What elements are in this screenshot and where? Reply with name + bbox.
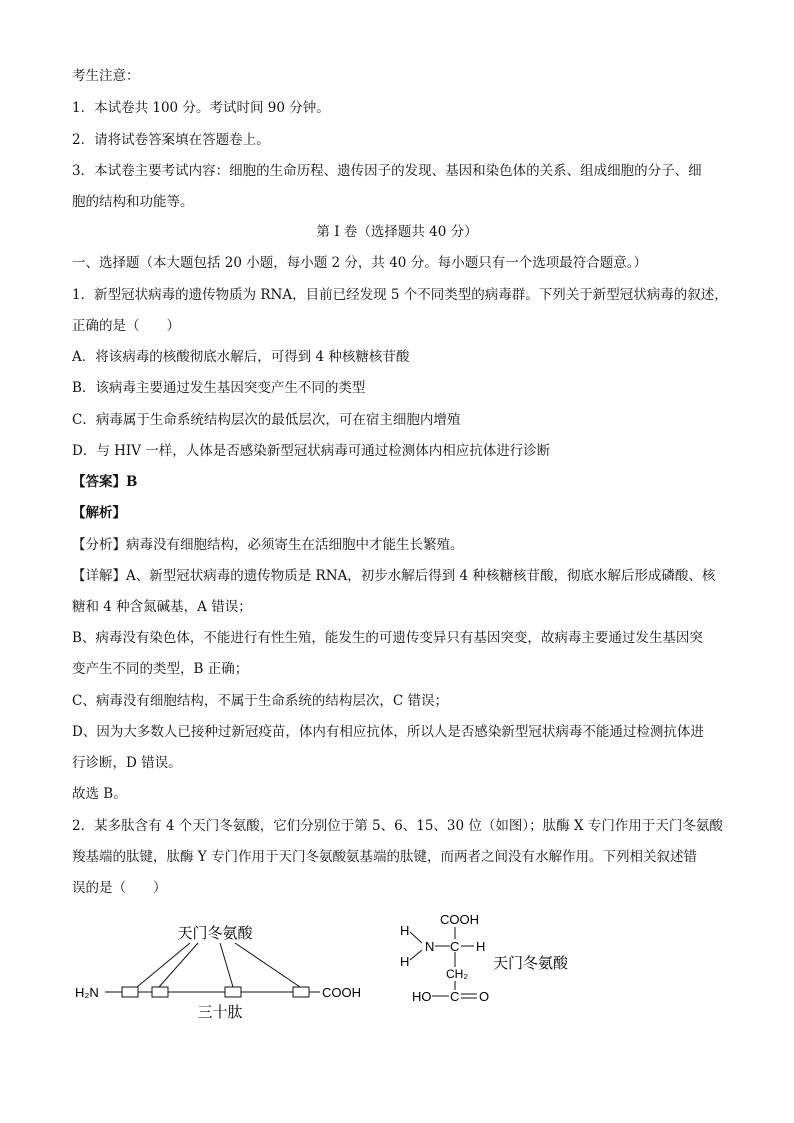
- notice-title: 考生注意：: [72, 68, 140, 84]
- q1-stem-2: 正确的是（ ）: [72, 318, 180, 334]
- section-intro: 一、选择题（本大题包括 20 小题，每小题 2 分，共 40 分。每小题只有一个选项最符合题意。）: [72, 255, 647, 271]
- notice-item-1: 1．本试卷共 100 分。考试时间 90 分钟。: [72, 100, 330, 116]
- cooh-group: COOH: [440, 912, 479, 927]
- q2-stem-3: 误的是（ ）: [72, 880, 167, 896]
- alpha-h: H: [476, 939, 486, 954]
- q2-stem-1: 2．某多肽含有 4 个天门冬氨酸，它们分别位于第 5、6、15、30 位（如图）；肽酶 X 专门作用于天门冬氨酸: [72, 818, 723, 834]
- aspartate-label-top: 天门冬氨酸: [177, 925, 253, 942]
- q1-option-c: C．病毒属于生命系统结构层次的最低层次，可在宿主细胞内增殖: [72, 412, 461, 428]
- q1-analysis-label: 【解析】: [72, 505, 126, 521]
- section-title: 第 I 卷（选择题共 40 分）: [316, 224, 478, 240]
- alpha-c: C: [450, 939, 460, 954]
- q1-detail-6: D、因为大多数人已接种过新冠疫苗，体内有相应抗体，所以人是否感染新型冠状病毒不能通过检测抗体进: [72, 724, 704, 740]
- n-terminus-label: H₂N: [75, 985, 99, 1000]
- q1-detail-8: 故选 B。: [72, 786, 127, 802]
- q1-detail-1: 【详解】A、新型冠状病毒的遗传物质是 RNA，初步水解后得到 4 种核糖核苷酸，彻底水解后形成磷酸、核: [72, 568, 716, 584]
- q2-stem-2: 羧基端的肽键，肽酶 Y 专门作用于天门冬氨酸氨基端的肽键，而两者之间没有水解作用。下列相关叙述错: [72, 849, 697, 865]
- residue-5-box: [122, 987, 138, 997]
- residue-30-box: [293, 987, 309, 997]
- ch2-group: CH₂: [446, 967, 468, 981]
- q1-fenxi: 【分析】病毒没有细胞结构，必须寄生在活细胞中才能生长繁殖。: [72, 537, 464, 553]
- peptide-diagram: [60, 905, 380, 1025]
- q1-detail-5: C、病毒没有细胞结构，不属于生命系统的结构层次，C 错误；: [72, 693, 448, 709]
- q1-detail-4: 变产生不同的类型，B 正确；: [72, 661, 249, 677]
- residue-6-box: [152, 987, 168, 997]
- q1-detail-3: B、病毒没有染色体，不能进行有性生殖，能发生的可遗传变异只有基因突变，故病毒主要通过发生基因突: [72, 630, 703, 646]
- residue-15-box: [225, 987, 241, 997]
- c-terminus-label: COOH: [322, 985, 361, 1000]
- notice-item-3: 3．本试卷主要考试内容：细胞的生命历程、遗传因子的发现、基因和染色体的关系、组成细胞的分子、细: [72, 163, 702, 179]
- thirty-peptide-label: 三十肽: [197, 1004, 243, 1021]
- amino-h2: H: [400, 954, 410, 969]
- notice-item-2: 2．请将试卷答案填在答题卷上。: [72, 132, 270, 148]
- amino-h1: H: [400, 923, 410, 938]
- q1-detail-7: 行诊断，D 错误。: [72, 755, 182, 771]
- aspartate-structure: [390, 905, 590, 1015]
- q1-detail-2: 糖和 4 种含氮碱基，A 错误；: [72, 599, 252, 615]
- q1-answer: 【答案】B: [72, 474, 138, 490]
- q1-option-d: D．与 HIV 一样，人体是否感染新型冠状病毒可通过检测体内相应抗体进行诊断: [72, 443, 551, 459]
- aspartate-label-side: 天门冬氨酸: [493, 955, 569, 972]
- notice-item-3-cont: 胞的结构和功能等。: [72, 194, 194, 210]
- q1-option-a: A．将该病毒的核酸彻底水解后，可得到 4 种核糖核苷酸: [72, 349, 410, 365]
- carboxyl-o: O: [479, 989, 490, 1004]
- carboxyl-c: C: [450, 989, 460, 1004]
- q1-stem-1: 1．新型冠状病毒的遗传物质为 RNA，目前已经发现 5 个不同类型的病毒群。下列关于新型冠状病毒的叙述，: [72, 287, 728, 303]
- ho-group: HO: [412, 989, 432, 1004]
- q1-option-b: B．该病毒主要通过发生基因突变产生不同的类型: [72, 380, 366, 396]
- amino-n: N: [425, 939, 435, 954]
